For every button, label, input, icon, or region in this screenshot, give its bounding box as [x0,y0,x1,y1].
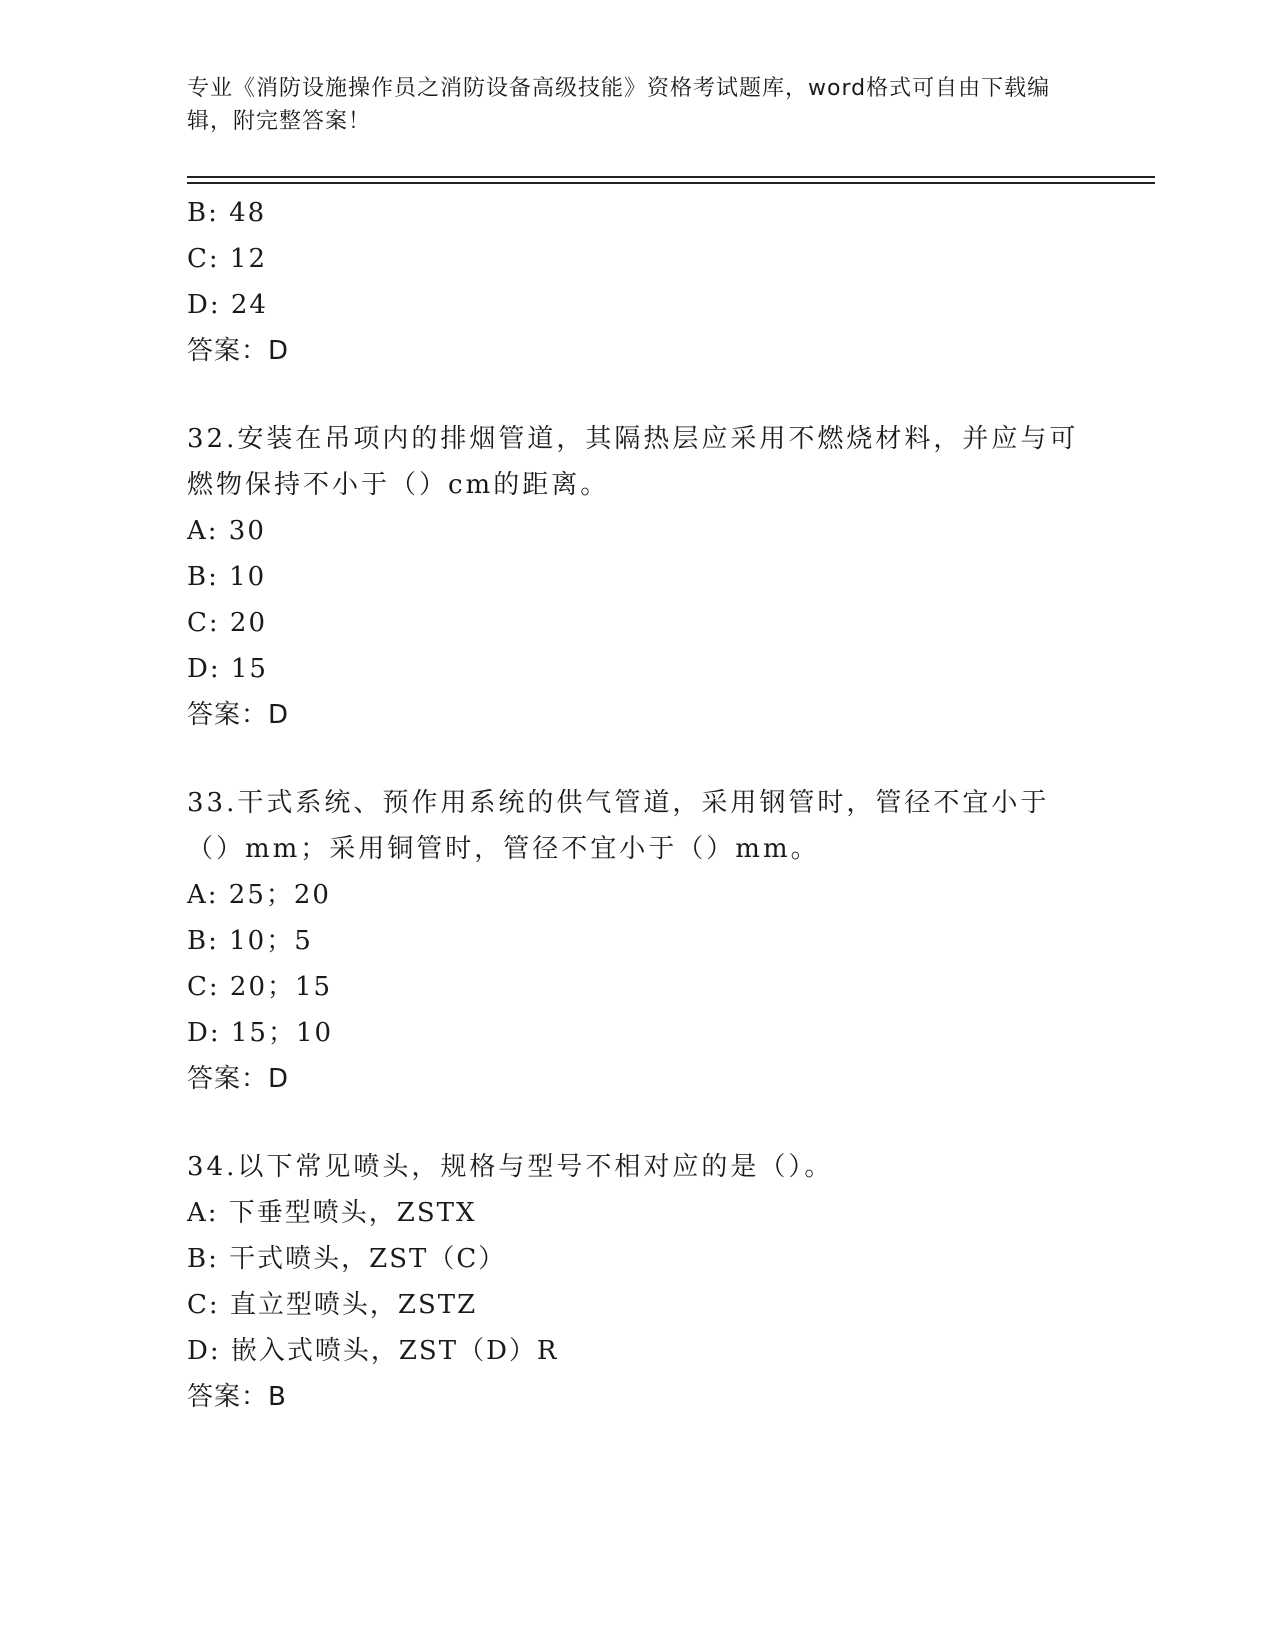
header-divider-bottom [187,182,1155,184]
option-b: B: 48 [187,198,267,228]
header-divider-top [187,176,1155,178]
option-a: A: 25；20 [187,880,331,910]
question-32 [187,416,1087,738]
option-c: C: 20 [187,608,268,638]
question-text: 34.以下常见喷头，规格与型号不相对应的是（）。 [187,1152,834,1182]
previous-question-tail [187,190,1087,374]
answer-line: 答案：D [187,336,290,366]
answer-line: 答案：D [187,1064,290,1094]
option-d: D: 24 [187,290,268,320]
question-list [187,190,1087,1420]
option-b: B: 10 [187,562,267,592]
question-33 [187,780,1087,1102]
option-a: A: 30 [187,516,266,546]
document-header: 专业《消防设施操作员之消防设备高级技能》资格考试题库，word格式可自由下载编辑，附完整答案！ [187,76,1051,134]
option-b: B: 10；5 [187,926,313,956]
option-d: D: 嵌入式喷头，ZST（D）R [187,1336,559,1366]
option-c: C: 20；15 [187,972,333,1002]
option-d: D: 15 [187,654,268,684]
option-c: C: 直立型喷头，ZSTZ [187,1290,478,1320]
answer-line: 答案：D [187,700,290,730]
option-b: B: 干式喷头，ZST（C） [187,1244,507,1274]
answer-line: 答案：B [187,1382,287,1412]
question-34 [187,1144,1087,1420]
option-a: A: 下垂型喷头，ZSTX [187,1198,477,1228]
question-text: 33.干式系统、预作用系统的供气管道，采用钢管时，管径不宜小于（）mm；采用铜管时，管径不宜小于（）mm。 [187,788,1050,864]
option-c: C: 12 [187,244,268,274]
question-text: 32.安装在吊项内的排烟管道，其隔热层应采用不燃烧材料，并应与可燃物保持不小于（）cm的距离。 [187,424,1079,500]
option-d: D: 15；10 [187,1018,334,1048]
